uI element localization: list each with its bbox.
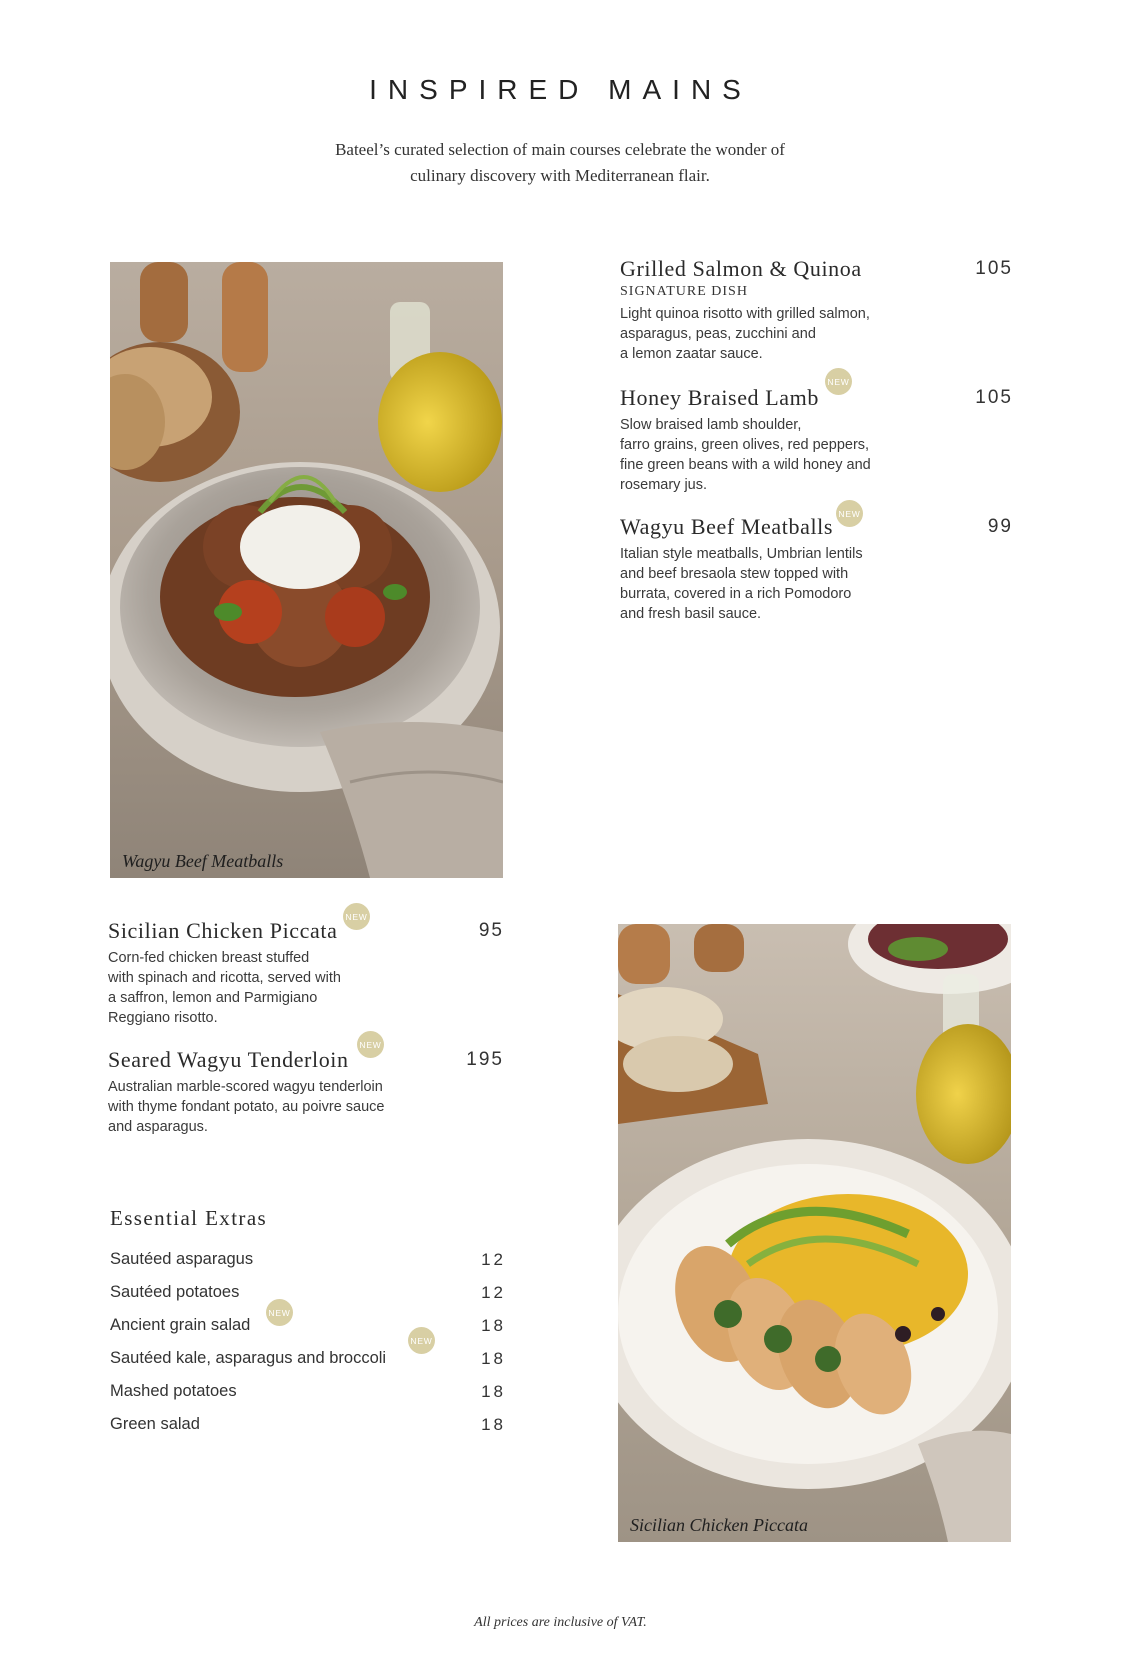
extra-price: 18 <box>481 1382 506 1401</box>
extra-item <box>110 1316 506 1349</box>
extra-name: Ancient grain salad <box>110 1316 251 1334</box>
extra-item <box>110 1382 506 1415</box>
extra-price: 12 <box>481 1250 506 1269</box>
extra-item <box>110 1283 506 1316</box>
dish-name: Sicilian Chicken Piccata <box>108 918 338 943</box>
desc-line: a lemon zaatar sauce. <box>620 346 763 362</box>
dish-honey-braised-lamb <box>620 385 1013 495</box>
extra-price: 18 <box>481 1316 506 1335</box>
intro-line-1: Bateel’s curated selection of main courses celebrate the wonder of <box>335 140 785 159</box>
desc-line: and beef bresaola stew topped with <box>620 566 849 582</box>
new-badge: NEW <box>825 368 852 395</box>
intro-line-2: culinary discovery with Mediterranean flair. <box>410 166 710 185</box>
new-badge: NEW <box>408 1327 435 1354</box>
extra-price: 18 <box>481 1415 506 1434</box>
desc-line: Reggiano risotto. <box>108 1010 218 1026</box>
desc-line: Light quinoa risotto with grilled salmon, <box>620 306 870 322</box>
meatballs-illustration <box>110 262 503 878</box>
desc-line: Corn-fed chicken breast stuffed <box>108 950 310 966</box>
desc-line: Italian style meatballs, Umbrian lentils <box>620 546 863 562</box>
dish-description <box>108 1077 504 1137</box>
dish-price: 195 <box>466 1049 504 1070</box>
photo-caption: Wagyu Beef Meatballs <box>122 851 284 871</box>
photo-caption: Sicilian Chicken Piccata <box>630 1515 808 1535</box>
dish-price: 95 <box>478 920 504 941</box>
extra-price: 18 <box>481 1349 506 1368</box>
extra-item <box>110 1250 506 1283</box>
new-badge: NEW <box>836 500 863 527</box>
desc-line: with thyme fondant potato, au poivre sauce <box>108 1099 385 1115</box>
extra-item <box>110 1349 506 1382</box>
vat-note: All prices are inclusive of VAT. <box>474 1615 647 1630</box>
desc-line: burrata, covered in a rich Pomodoro <box>620 586 852 602</box>
dish-wagyu-beef-meatballs <box>620 514 1013 624</box>
desc-line: with spinach and ricotta, served with <box>108 970 341 986</box>
extra-name: Green salad <box>110 1415 200 1433</box>
desc-line: Australian marble-scored wagyu tenderloin <box>108 1079 383 1095</box>
dish-description <box>620 544 1013 624</box>
desc-line: rosemary jus. <box>620 477 708 493</box>
desc-line: a saffron, lemon and Parmigiano <box>108 990 318 1006</box>
desc-line: and fresh basil sauce. <box>620 606 762 622</box>
dish-price: 99 <box>987 516 1013 537</box>
new-badge: NEW <box>266 1299 293 1326</box>
extra-name: Sautéed kale, asparagus and broccoli <box>110 1349 387 1367</box>
signature-dish-tag: SIGNATURE DISH <box>620 284 748 299</box>
dish-seared-wagyu-tenderloin <box>108 1047 504 1137</box>
desc-line: Slow braised lamb shoulder, <box>620 417 802 433</box>
dish-description <box>108 948 504 1028</box>
dish-name: Seared Wagyu Tenderloin <box>108 1047 349 1072</box>
dish-price: 105 <box>975 258 1013 279</box>
dish-description <box>620 415 1013 495</box>
extra-name: Sautéed potatoes <box>110 1283 240 1301</box>
dish-name: Wagyu Beef Meatballs <box>620 514 834 539</box>
dish-name: Grilled Salmon & Quinoa <box>620 256 862 281</box>
photo-sicilian-chicken-piccata <box>618 924 1011 1542</box>
photo-wagyu-beef-meatballs <box>110 262 503 878</box>
dish-price: 105 <box>975 387 1013 408</box>
desc-line: asparagus, peas, zucchini and <box>620 326 816 342</box>
desc-line: fine green beans with a wild honey and <box>620 457 871 473</box>
chicken-piccata-illustration <box>618 924 1011 1542</box>
dish-sicilian-chicken-piccata <box>108 918 504 1028</box>
desc-line: and asparagus. <box>108 1119 208 1135</box>
extra-name: Mashed potatoes <box>110 1382 237 1400</box>
extra-price: 12 <box>481 1283 506 1302</box>
new-badge: NEW <box>343 903 370 930</box>
new-badge: NEW <box>357 1031 384 1058</box>
extra-item <box>110 1415 506 1448</box>
desc-line: farro grains, green olives, red peppers, <box>620 437 870 453</box>
dish-grilled-salmon-quinoa <box>620 256 1013 364</box>
page-intro <box>260 137 860 189</box>
extras-list <box>110 1250 506 1448</box>
page-title: INSPIRED MAINS <box>369 74 752 105</box>
dish-description <box>620 304 1013 364</box>
extra-name: Sautéed asparagus <box>110 1250 254 1268</box>
extras-heading: Essential Extras <box>110 1206 268 1230</box>
dish-name: Honey Braised Lamb <box>620 385 819 410</box>
